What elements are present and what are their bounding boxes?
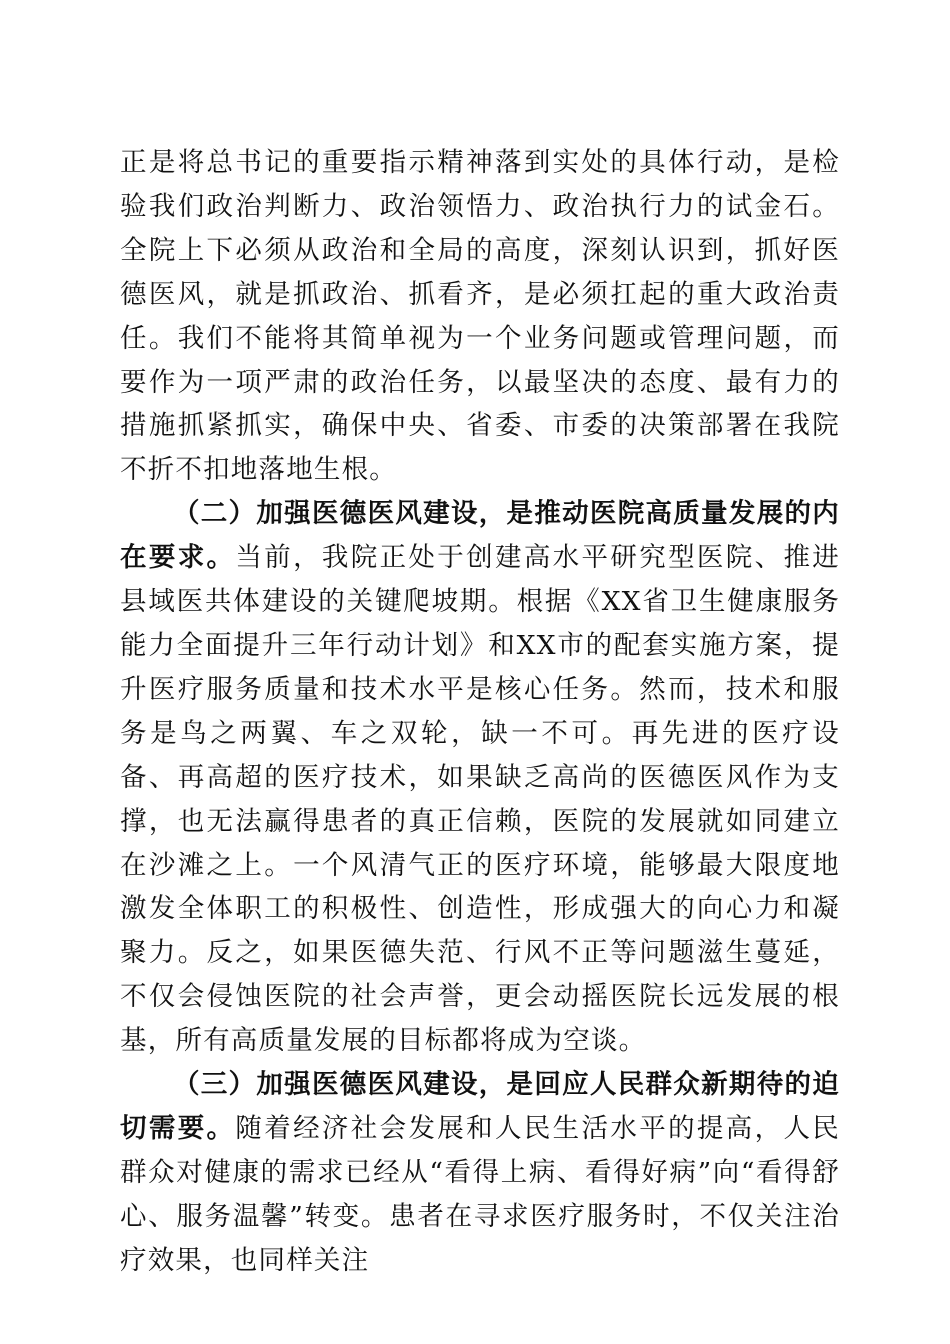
paragraph-2 (120, 492, 840, 1063)
paragraph-1-body: 正是将总书记的重要指示精神落到实处的具体行动，是检验我们政治判断力、政治领悟力、政治执行力的试金石。全院上下必须从政治和全局的高度，深刻认识到，抓好医德医风，就是抓政治、抓看齐，是必须扛起的重大政治责任。我们不能将其简单视为一个业务问题或管理问题，而要作为一项严肃的政治任务，以最坚决的态度、最有力的措施抓紧抓实，确保中央、省委、市委的决策部署在我院不折不扣地落地生根。 (120, 147, 840, 486)
paragraph-3-body: 随着经济社会发展和人民生活水平的提高，人民群众对健康的需求已经从“看得上病、看得好病”向“看得舒心、服务温馨”转变。患者在寻求医疗服务时，不仅关注治疗效果，也同样关注 (120, 1112, 840, 1276)
document-body (120, 141, 840, 1283)
section-heading-2: （二）加强医德医风建设，是推动医院高质量发展的内在要求。 (120, 498, 840, 574)
paragraph-3 (120, 1063, 840, 1283)
paragraph-2-body: 当前，我院正处于创建高水平研究型医院、推进县域医共体建设的关键爬坡期。根据《XX省卫生健康服务能力全面提升三年行动计划》和XX市的配套实施方案，提升医疗服务质量和技术水平是核心任务。然而，技术和服务是鸟之两翼、车之双轮，缺一不可。再先进的医疗设备、再高超的医疗技术，如果缺乏高尚的医德医风作为支撑，也无法赢得患者的真正信赖，医院的发展就如同建立在沙滩之上。一个风清气正的医疗环境，能够最大限度地激发全体职工的积极性、创造性，形成强大的向心力和凝聚力。反之，如果医德失范、行风不正等问题滋生蔓延，不仅会侵蚀医院的社会声誉，更会动摇医院长远发展的根基，所有高质量发展的目标都将成为空谈。 (120, 542, 840, 1057)
section-heading-3: （三）加强医德医风建设，是回应人民群众新期待的迫切需要。 (120, 1069, 840, 1144)
paragraph-1 (120, 141, 840, 492)
